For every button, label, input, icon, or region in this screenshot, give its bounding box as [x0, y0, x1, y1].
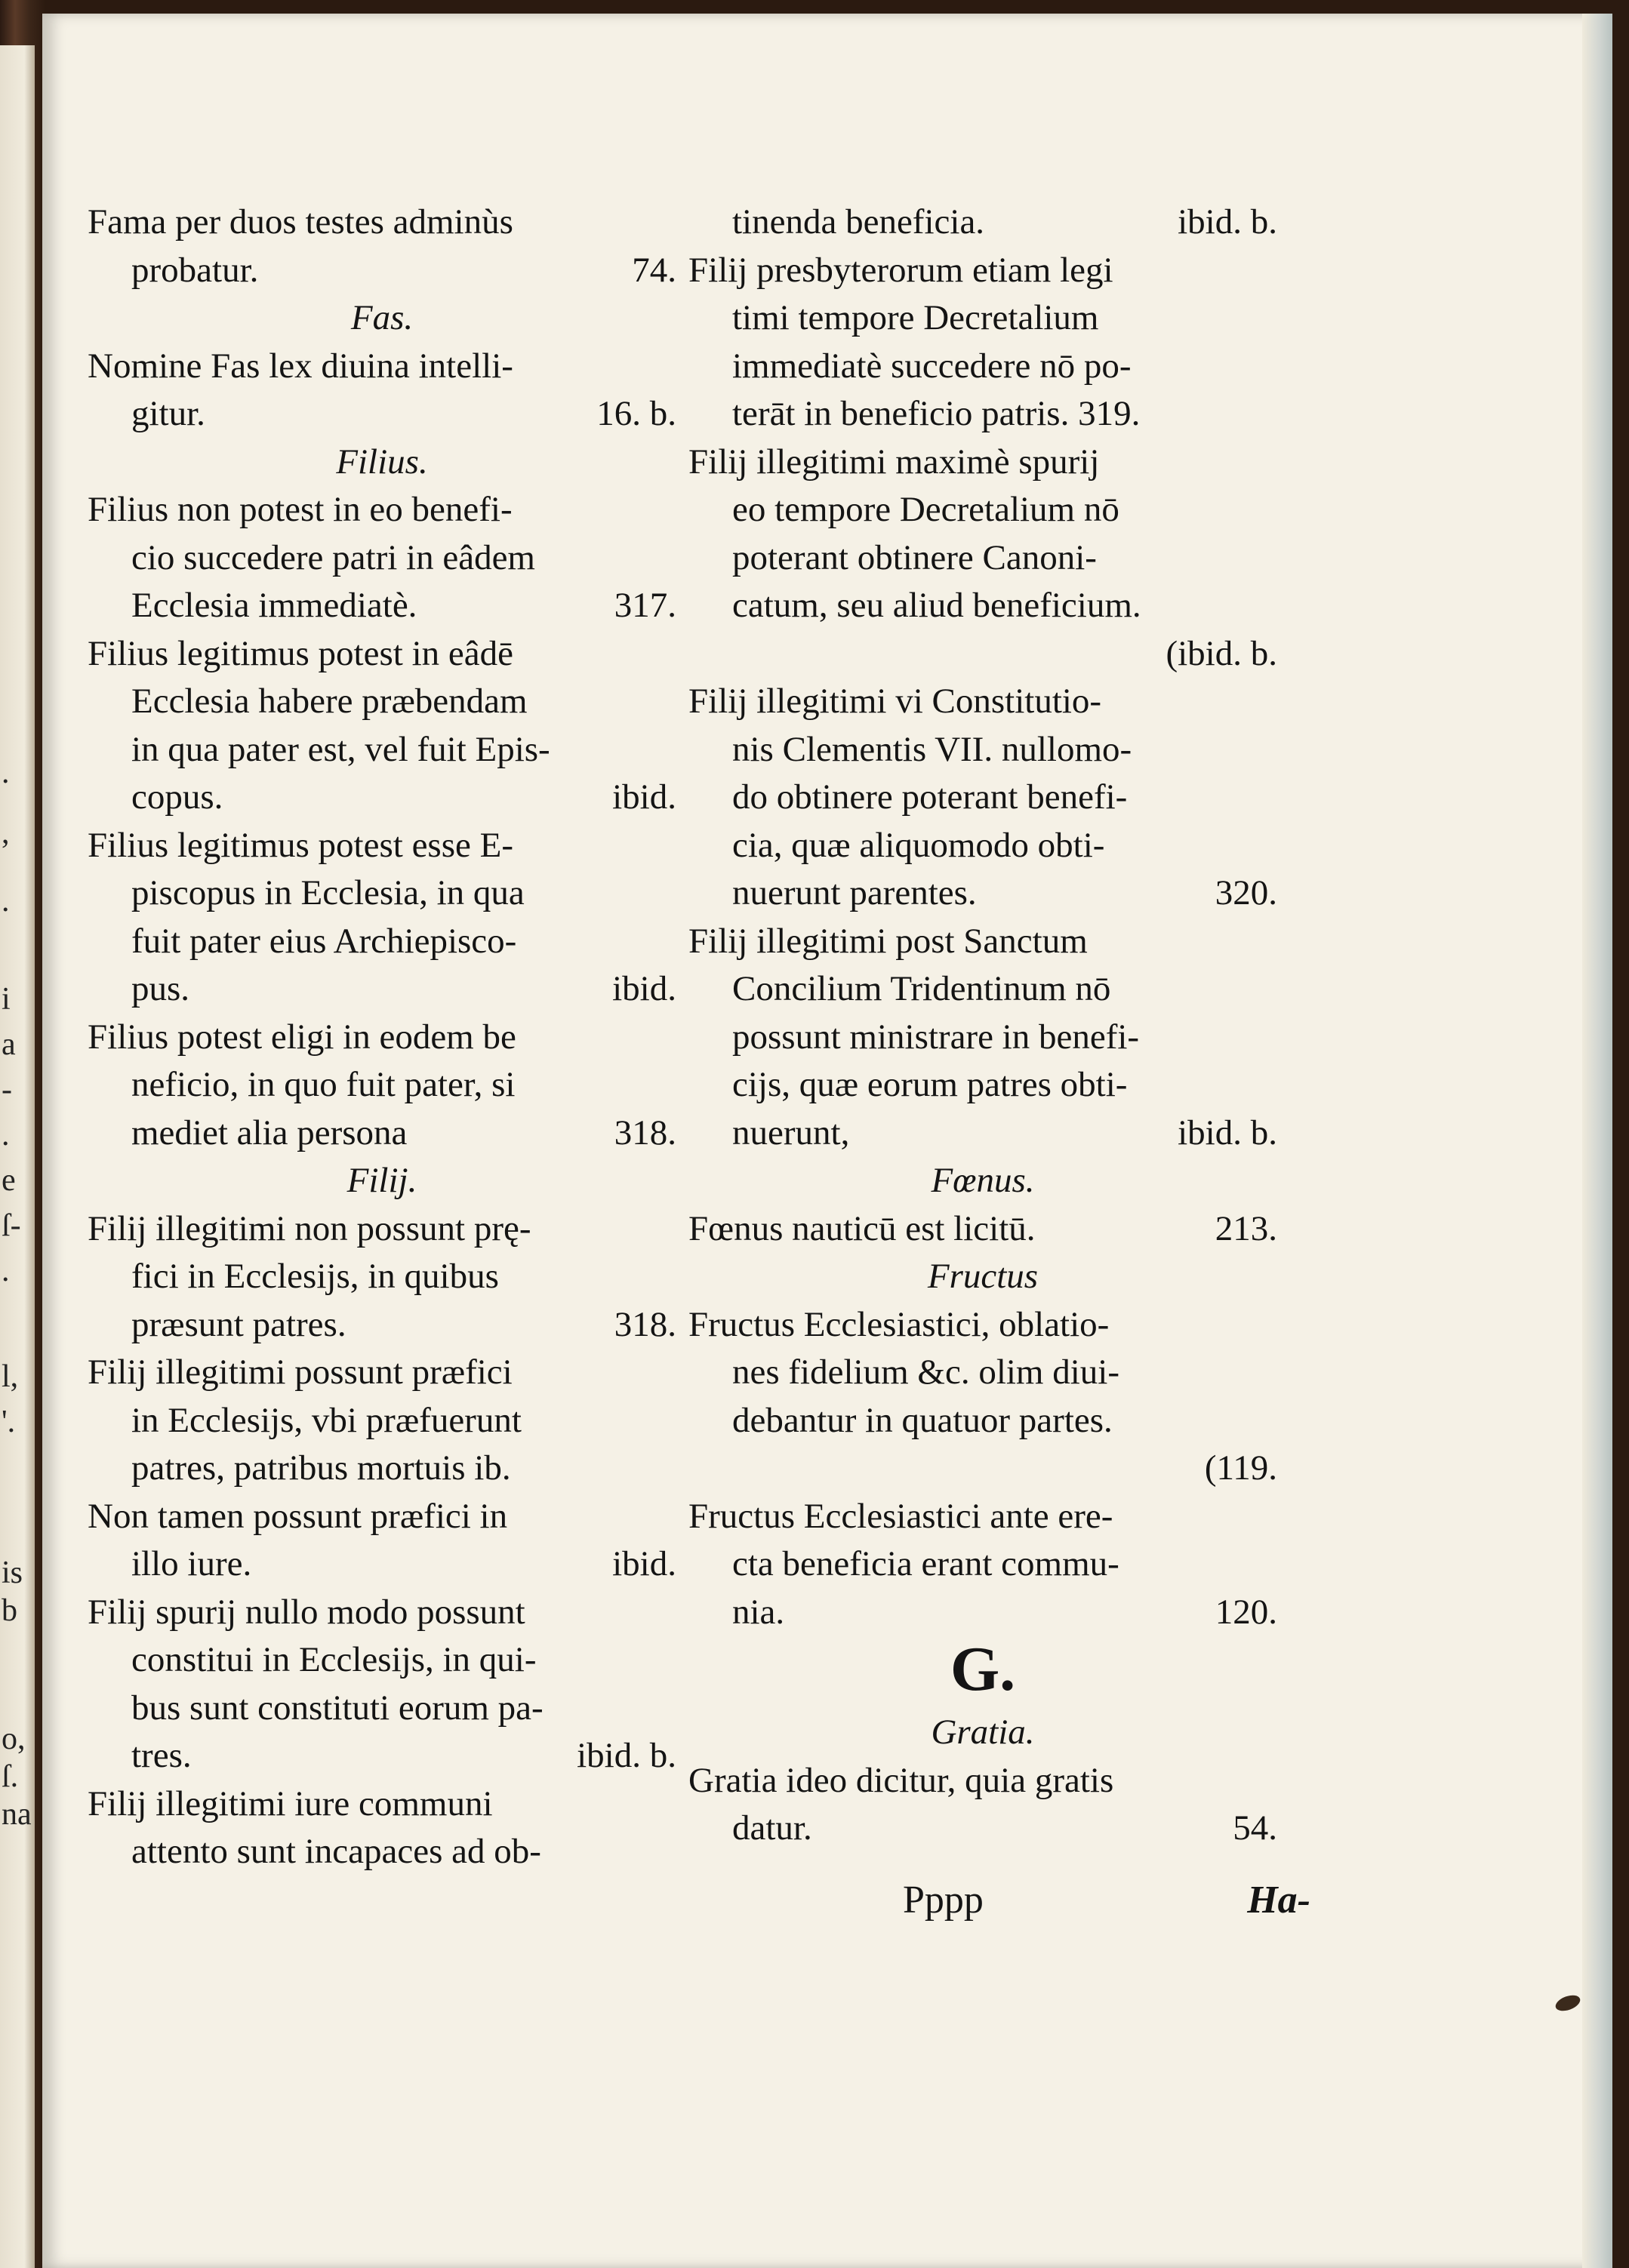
- section-heading: [688, 1157, 1277, 1205]
- page-reference: 318.: [614, 1112, 676, 1152]
- previous-page-text-fragment: ſ-: [2, 1208, 21, 1243]
- index-continuation-line: [88, 774, 676, 822]
- section-heading: [688, 1253, 1277, 1301]
- page-reference: (ibid. b.: [1166, 633, 1277, 673]
- line-text: G.: [950, 1634, 1016, 1704]
- line-text: Fama per duos testes adminùs: [88, 202, 513, 242]
- index-continuation-line: [88, 1636, 676, 1685]
- index-continuation-line: [688, 390, 1277, 439]
- line-text: Fructus Ecclesiastici, oblatio-: [688, 1304, 1110, 1344]
- index-continuation-line: [688, 1445, 1277, 1493]
- index-continuation-line: [688, 1540, 1277, 1589]
- page-reference: 120.: [1215, 1592, 1277, 1632]
- line-text: timi tempore Decretalium: [732, 298, 1099, 337]
- index-continuation-line: [688, 343, 1277, 391]
- index-entry-line: [688, 678, 1277, 726]
- line-text: probatur.: [131, 250, 259, 290]
- page-reference: 318.: [614, 1304, 676, 1344]
- previous-page-text-fragment: .: [2, 884, 10, 919]
- index-entry-line: [688, 918, 1277, 966]
- index-continuation-line: [88, 1828, 676, 1876]
- line-text: cio succedere patri in eâdem: [131, 537, 535, 577]
- page-fore-edge: [1582, 14, 1612, 2268]
- line-text: illo iure.: [131, 1544, 252, 1583]
- index-entry-line: [88, 198, 676, 247]
- page-reference: ibid.: [612, 969, 676, 1008]
- line-text: Fas.: [350, 298, 414, 337]
- line-text: pus.: [131, 969, 190, 1008]
- line-text: nia.: [732, 1592, 785, 1632]
- line-text: cijs, quæ eorum patres obti-: [732, 1065, 1128, 1104]
- line-text: immediatè succedere nō po-: [732, 346, 1132, 386]
- line-text: Gratia.: [931, 1713, 1035, 1752]
- index-continuation-line: [688, 965, 1277, 1014]
- previous-page-text-fragment: na: [2, 1797, 32, 1832]
- previous-page-text-fragment: '.: [2, 1405, 16, 1439]
- line-text: Gratia ideo dicitur, quia gratis: [688, 1760, 1114, 1800]
- index-column-left: [88, 198, 676, 1876]
- line-text: cia, quæ aliquomodo obti-: [732, 825, 1105, 865]
- line-text: copus.: [131, 777, 223, 817]
- line-text: Filij presbyterorum etiam legi: [688, 250, 1113, 290]
- page-reference: (119.: [1204, 1448, 1277, 1488]
- line-text: Filij illegitimi vi Constitutio-: [688, 682, 1102, 721]
- line-text: datur.: [732, 1808, 812, 1848]
- previous-page-text-fragment: is: [2, 1556, 23, 1590]
- index-entry-line: [688, 1493, 1277, 1541]
- line-text: Ecclesia immediatè.: [131, 586, 417, 625]
- page-reference: 54.: [1233, 1808, 1277, 1848]
- line-text: Filius legitimus potest esse E-: [88, 825, 513, 865]
- line-text: fici in Ecclesijs, in quibus: [131, 1257, 499, 1296]
- previous-page-text-fragment: i: [2, 982, 11, 1017]
- line-text: Filij spurij nullo modo possunt: [88, 1592, 525, 1632]
- index-entry-line: [688, 247, 1277, 295]
- line-text: Filius potest eligi in eodem be: [88, 1017, 516, 1057]
- page-footer: [903, 1878, 1310, 1931]
- line-text: fuit pater eius Archiepisco-: [131, 921, 517, 961]
- page-reference: ibid. b.: [1178, 1112, 1277, 1152]
- book-page: [42, 14, 1612, 2268]
- line-text: nuerunt parentes.: [732, 873, 977, 912]
- line-text: debantur in quatuor partes.: [732, 1400, 1113, 1440]
- previous-page-text-fragment: -: [2, 1072, 12, 1107]
- previous-page-text-fragment: b: [2, 1593, 17, 1628]
- line-text: eo tempore Decretalium nō: [732, 490, 1119, 529]
- line-text: Nomine Fas lex diuina intelli-: [88, 346, 513, 386]
- index-entry-line: [88, 630, 676, 679]
- index-continuation-line: [88, 1540, 676, 1589]
- index-continuation-line: [688, 1349, 1277, 1397]
- index-continuation-line: [688, 822, 1277, 870]
- index-continuation-line: [688, 630, 1277, 679]
- index-continuation-line: [688, 726, 1277, 774]
- index-continuation-line: [688, 1589, 1277, 1637]
- index-continuation-line: [88, 390, 676, 439]
- previous-page-text-fragment: .: [2, 1118, 10, 1152]
- line-text: in qua pater est, vel fuit Epis-: [131, 729, 550, 769]
- index-continuation-line: [88, 1445, 676, 1493]
- index-continuation-line: [688, 294, 1277, 343]
- index-continuation-line: [88, 1685, 676, 1733]
- previous-page-text-fragment: o,: [2, 1722, 26, 1756]
- index-entry-line: [688, 1757, 1277, 1805]
- index-continuation-line: [688, 1109, 1277, 1158]
- index-continuation-line: [688, 582, 1277, 630]
- index-continuation-line: [88, 247, 676, 295]
- index-continuation-line: [88, 1061, 676, 1109]
- previous-page-text-fragment: l,: [2, 1359, 19, 1394]
- line-text: mediet alia persona: [131, 1112, 408, 1152]
- index-continuation-line: [688, 198, 1277, 247]
- catchword: Ha-: [1247, 1879, 1310, 1922]
- line-text: nes fidelium &c. olim diui-: [732, 1352, 1120, 1392]
- line-text: Filij illegitimi maximè spurij: [688, 442, 1100, 482]
- page-reference: 213.: [1215, 1208, 1277, 1248]
- line-text: tinenda beneficia.: [732, 202, 985, 242]
- line-text: patres, patribus mortuis ib.: [131, 1448, 511, 1488]
- index-continuation-line: [688, 486, 1277, 534]
- index-continuation-line: [688, 1397, 1277, 1445]
- line-text: nuerunt,: [732, 1112, 850, 1152]
- index-entry-line: [88, 1349, 676, 1397]
- section-heading: [88, 1157, 676, 1205]
- index-entry-line: [88, 1493, 676, 1541]
- line-text: Fœnus nauticū est licitū.: [688, 1208, 1036, 1248]
- line-text: possunt ministrare in benefi-: [732, 1017, 1140, 1057]
- line-text: præsunt patres.: [131, 1304, 346, 1344]
- previous-page-edge: [0, 45, 35, 2268]
- line-text: Fructus: [927, 1257, 1039, 1296]
- previous-page-text-fragment: e: [2, 1163, 16, 1198]
- line-text: Filij illegitimi iure communi: [88, 1783, 493, 1823]
- line-text: terāt in beneficio patris. 319.: [732, 394, 1141, 433]
- line-text: tres.: [131, 1736, 192, 1775]
- index-continuation-line: [688, 1061, 1277, 1109]
- index-continuation-line: [688, 534, 1277, 583]
- section-heading: [88, 294, 676, 343]
- page-reference: 317.: [614, 586, 676, 625]
- previous-page-text-fragment: .: [2, 755, 10, 790]
- index-entry-line: [688, 439, 1277, 487]
- previous-page-text-fragment: a: [2, 1027, 16, 1062]
- index-continuation-line: [88, 918, 676, 966]
- index-continuation-line: [88, 534, 676, 583]
- line-text: Concilium Tridentinum nō: [732, 969, 1111, 1008]
- section-heading: [688, 1709, 1277, 1757]
- page-reference: ibid.: [612, 1544, 676, 1583]
- index-continuation-line: [88, 678, 676, 726]
- page-reference: ibid.: [612, 777, 676, 817]
- line-text: do obtinere poterant benefi-: [732, 777, 1128, 817]
- line-text: Filij illegitimi possunt præfici: [88, 1352, 513, 1392]
- index-entry-line: [88, 1780, 676, 1829]
- page-reference: 320.: [1215, 873, 1277, 912]
- line-text: gitur.: [131, 394, 205, 433]
- line-text: piscopus in Ecclesia, in qua: [131, 873, 525, 912]
- index-entry-line: [88, 486, 676, 534]
- line-text: Filij illegitimi non possunt prę-: [88, 1208, 531, 1248]
- line-text: Fœnus.: [931, 1161, 1035, 1200]
- line-text: Filius legitimus potest in eâdē: [88, 633, 513, 673]
- index-entry-line: [88, 1014, 676, 1062]
- index-continuation-line: [88, 965, 676, 1014]
- index-continuation-line: [88, 726, 676, 774]
- signature-mark: Pppp: [903, 1879, 984, 1922]
- index-continuation-line: [88, 1732, 676, 1780]
- line-text: constitui in Ecclesijs, in qui-: [131, 1640, 537, 1679]
- line-text: Fructus Ecclesiastici ante ere-: [688, 1496, 1113, 1536]
- page-reference: 16. b.: [596, 394, 676, 433]
- page-reference: ibid. b.: [577, 1736, 676, 1775]
- previous-page-text-fragment: ſ.: [2, 1759, 19, 1794]
- index-entry-line: [688, 1301, 1277, 1349]
- previous-page-text-fragment: .: [2, 1254, 10, 1288]
- section-heading: [88, 439, 676, 487]
- line-text: Ecclesia habere præbendam: [131, 682, 528, 721]
- line-text: bus sunt constituti eorum pa-: [131, 1688, 544, 1728]
- index-continuation-line: [688, 869, 1277, 918]
- index-continuation-line: [88, 582, 676, 630]
- index-continuation-line: [88, 1253, 676, 1301]
- index-entry-line: [88, 1205, 676, 1254]
- index-continuation-line: [88, 1301, 676, 1349]
- line-text: Filij illegitimi post Sanctum: [688, 921, 1088, 961]
- index-entry-line: [88, 1589, 676, 1637]
- previous-page-text-fragment: ,: [2, 816, 10, 851]
- index-column-right: [688, 198, 1277, 1853]
- index-continuation-line: [688, 774, 1277, 822]
- page-reference: 74.: [632, 250, 676, 290]
- index-entry-line: [688, 1205, 1277, 1254]
- line-text: Non tamen possunt præfici in: [88, 1496, 508, 1536]
- index-continuation-line: [88, 869, 676, 918]
- index-continuation-line: [88, 1397, 676, 1445]
- line-text: catum, seu aliud beneficium.: [732, 586, 1141, 625]
- line-text: nis Clementis VII. nullomo-: [732, 729, 1132, 769]
- line-text: poterant obtinere Canoni-: [732, 537, 1097, 577]
- letter-heading: [688, 1636, 1277, 1709]
- index-continuation-line: [688, 1805, 1277, 1853]
- index-entry-line: [88, 343, 676, 391]
- index-continuation-line: [88, 1109, 676, 1158]
- line-text: cta beneficia erant commu-: [732, 1544, 1119, 1583]
- line-text: attento sunt incapaces ad ob-: [131, 1832, 541, 1871]
- index-entry-line: [88, 822, 676, 870]
- line-text: Filius.: [336, 442, 428, 482]
- line-text: neficio, in quo fuit pater, si: [131, 1065, 516, 1104]
- line-text: Filij.: [346, 1161, 417, 1200]
- line-text: Filius non potest in eo benefi-: [88, 490, 513, 529]
- index-continuation-line: [688, 1014, 1277, 1062]
- page-reference: ibid. b.: [1178, 202, 1277, 242]
- line-text: in Ecclesijs, vbi præfuerunt: [131, 1400, 522, 1440]
